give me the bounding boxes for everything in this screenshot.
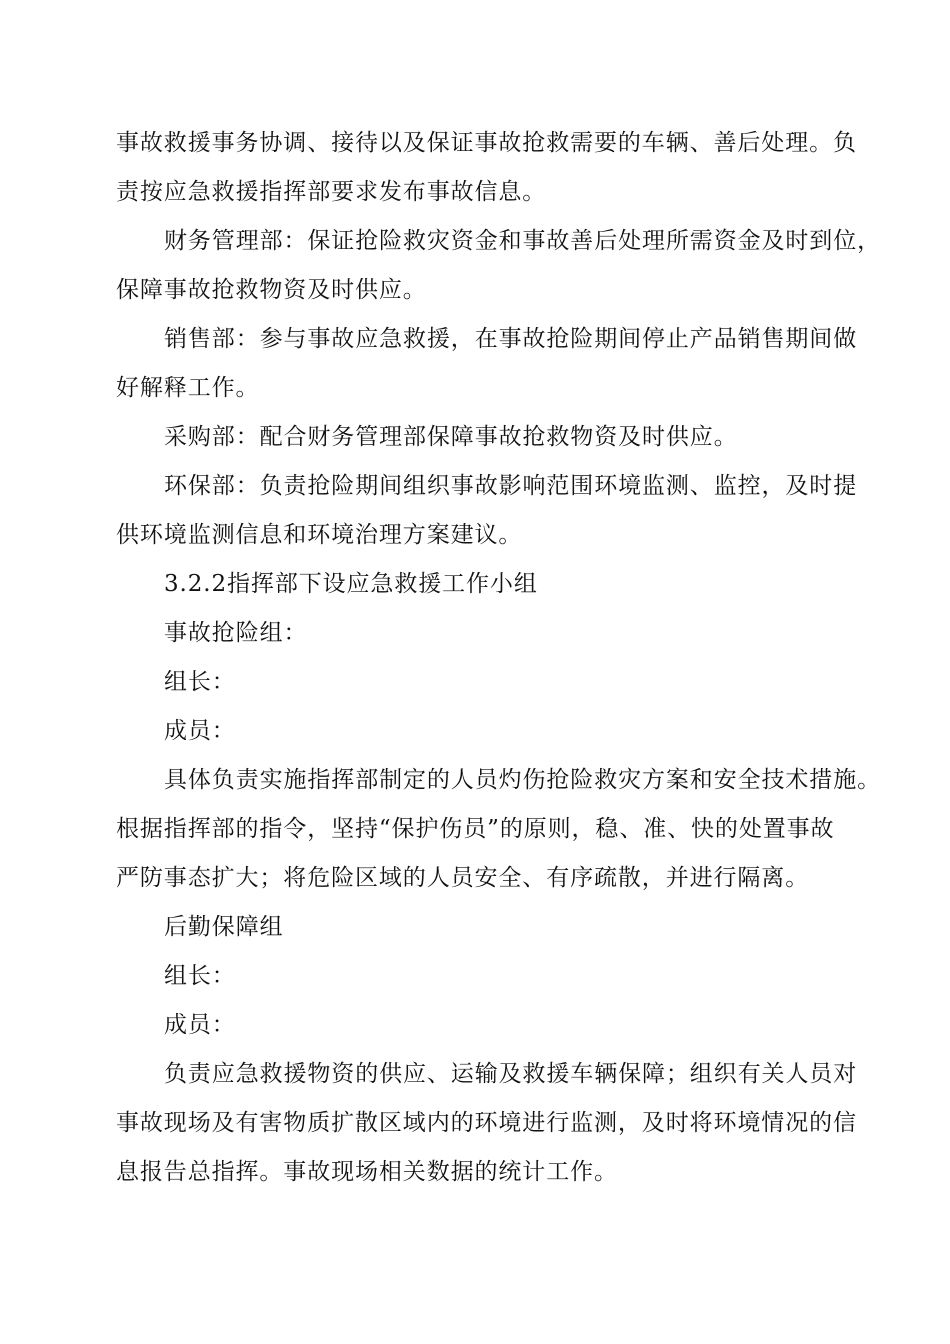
group-title-logistics: 后勤保障组 bbox=[164, 914, 284, 940]
text-line-4: 保障事故抢救物资及时供应。 bbox=[116, 277, 427, 303]
text-line-6: 好解释工作。 bbox=[116, 375, 260, 401]
text-line-3: 财务管理部：保证抢险救灾资金和事故善后处理所需资金及时到位， bbox=[164, 228, 881, 254]
section-heading: 3.2.2指挥部下设应急救援工作小组 bbox=[164, 571, 538, 597]
text-line-2: 责按应急救援指挥部要求发布事故信息。 bbox=[116, 179, 547, 205]
text-line-20: 负责应急救援物资的供应、运输及救援车辆保障；组织有关人员对 bbox=[164, 1061, 858, 1087]
group-members-label: 成员： bbox=[164, 1012, 236, 1038]
group-leader-label: 组长： bbox=[164, 963, 236, 989]
text-line-21: 事故现场及有害物质扩散区域内的环境进行监测，及时将环境情况的信 bbox=[116, 1110, 857, 1136]
text-line-9: 供环境监测信息和环境治理方案建议。 bbox=[116, 522, 523, 548]
text-line-8: 环保部：负责抢险期间组织事故影响范围环境监测、监控，及时提 bbox=[164, 473, 858, 499]
group-members-label: 成员： bbox=[164, 718, 236, 744]
text-line-22: 息报告总指挥。事故现场相关数据的统计工作。 bbox=[116, 1159, 618, 1185]
text-line-15: 根据指挥部的指令，坚持“保护伤员”的原则，稳、准、快的处置事故 bbox=[116, 816, 835, 842]
text-line-14: 具体负责实施指挥部制定的人员灼伤抢险救灾方案和安全技术措施。 bbox=[164, 767, 881, 793]
text-line-16: 严防事态扩大；将危险区域的人员安全、有序疏散，并进行隔离。 bbox=[116, 865, 810, 891]
group-leader-label: 组长： bbox=[164, 669, 236, 695]
text-line-1: 事故救援事务协调、接待以及保证事故抢救需要的车辆、善后处理。负 bbox=[116, 130, 857, 156]
text-line-5: 销售部：参与事故应急救援，在事故抢险期间停止产品销售期间做 bbox=[164, 326, 858, 352]
document-body bbox=[116, 119, 881, 1197]
text-line-7: 采购部：配合财务管理部保障事故抢救物资及时供应。 bbox=[164, 424, 738, 450]
group-title-rescue: 事故抢险组： bbox=[164, 620, 308, 646]
